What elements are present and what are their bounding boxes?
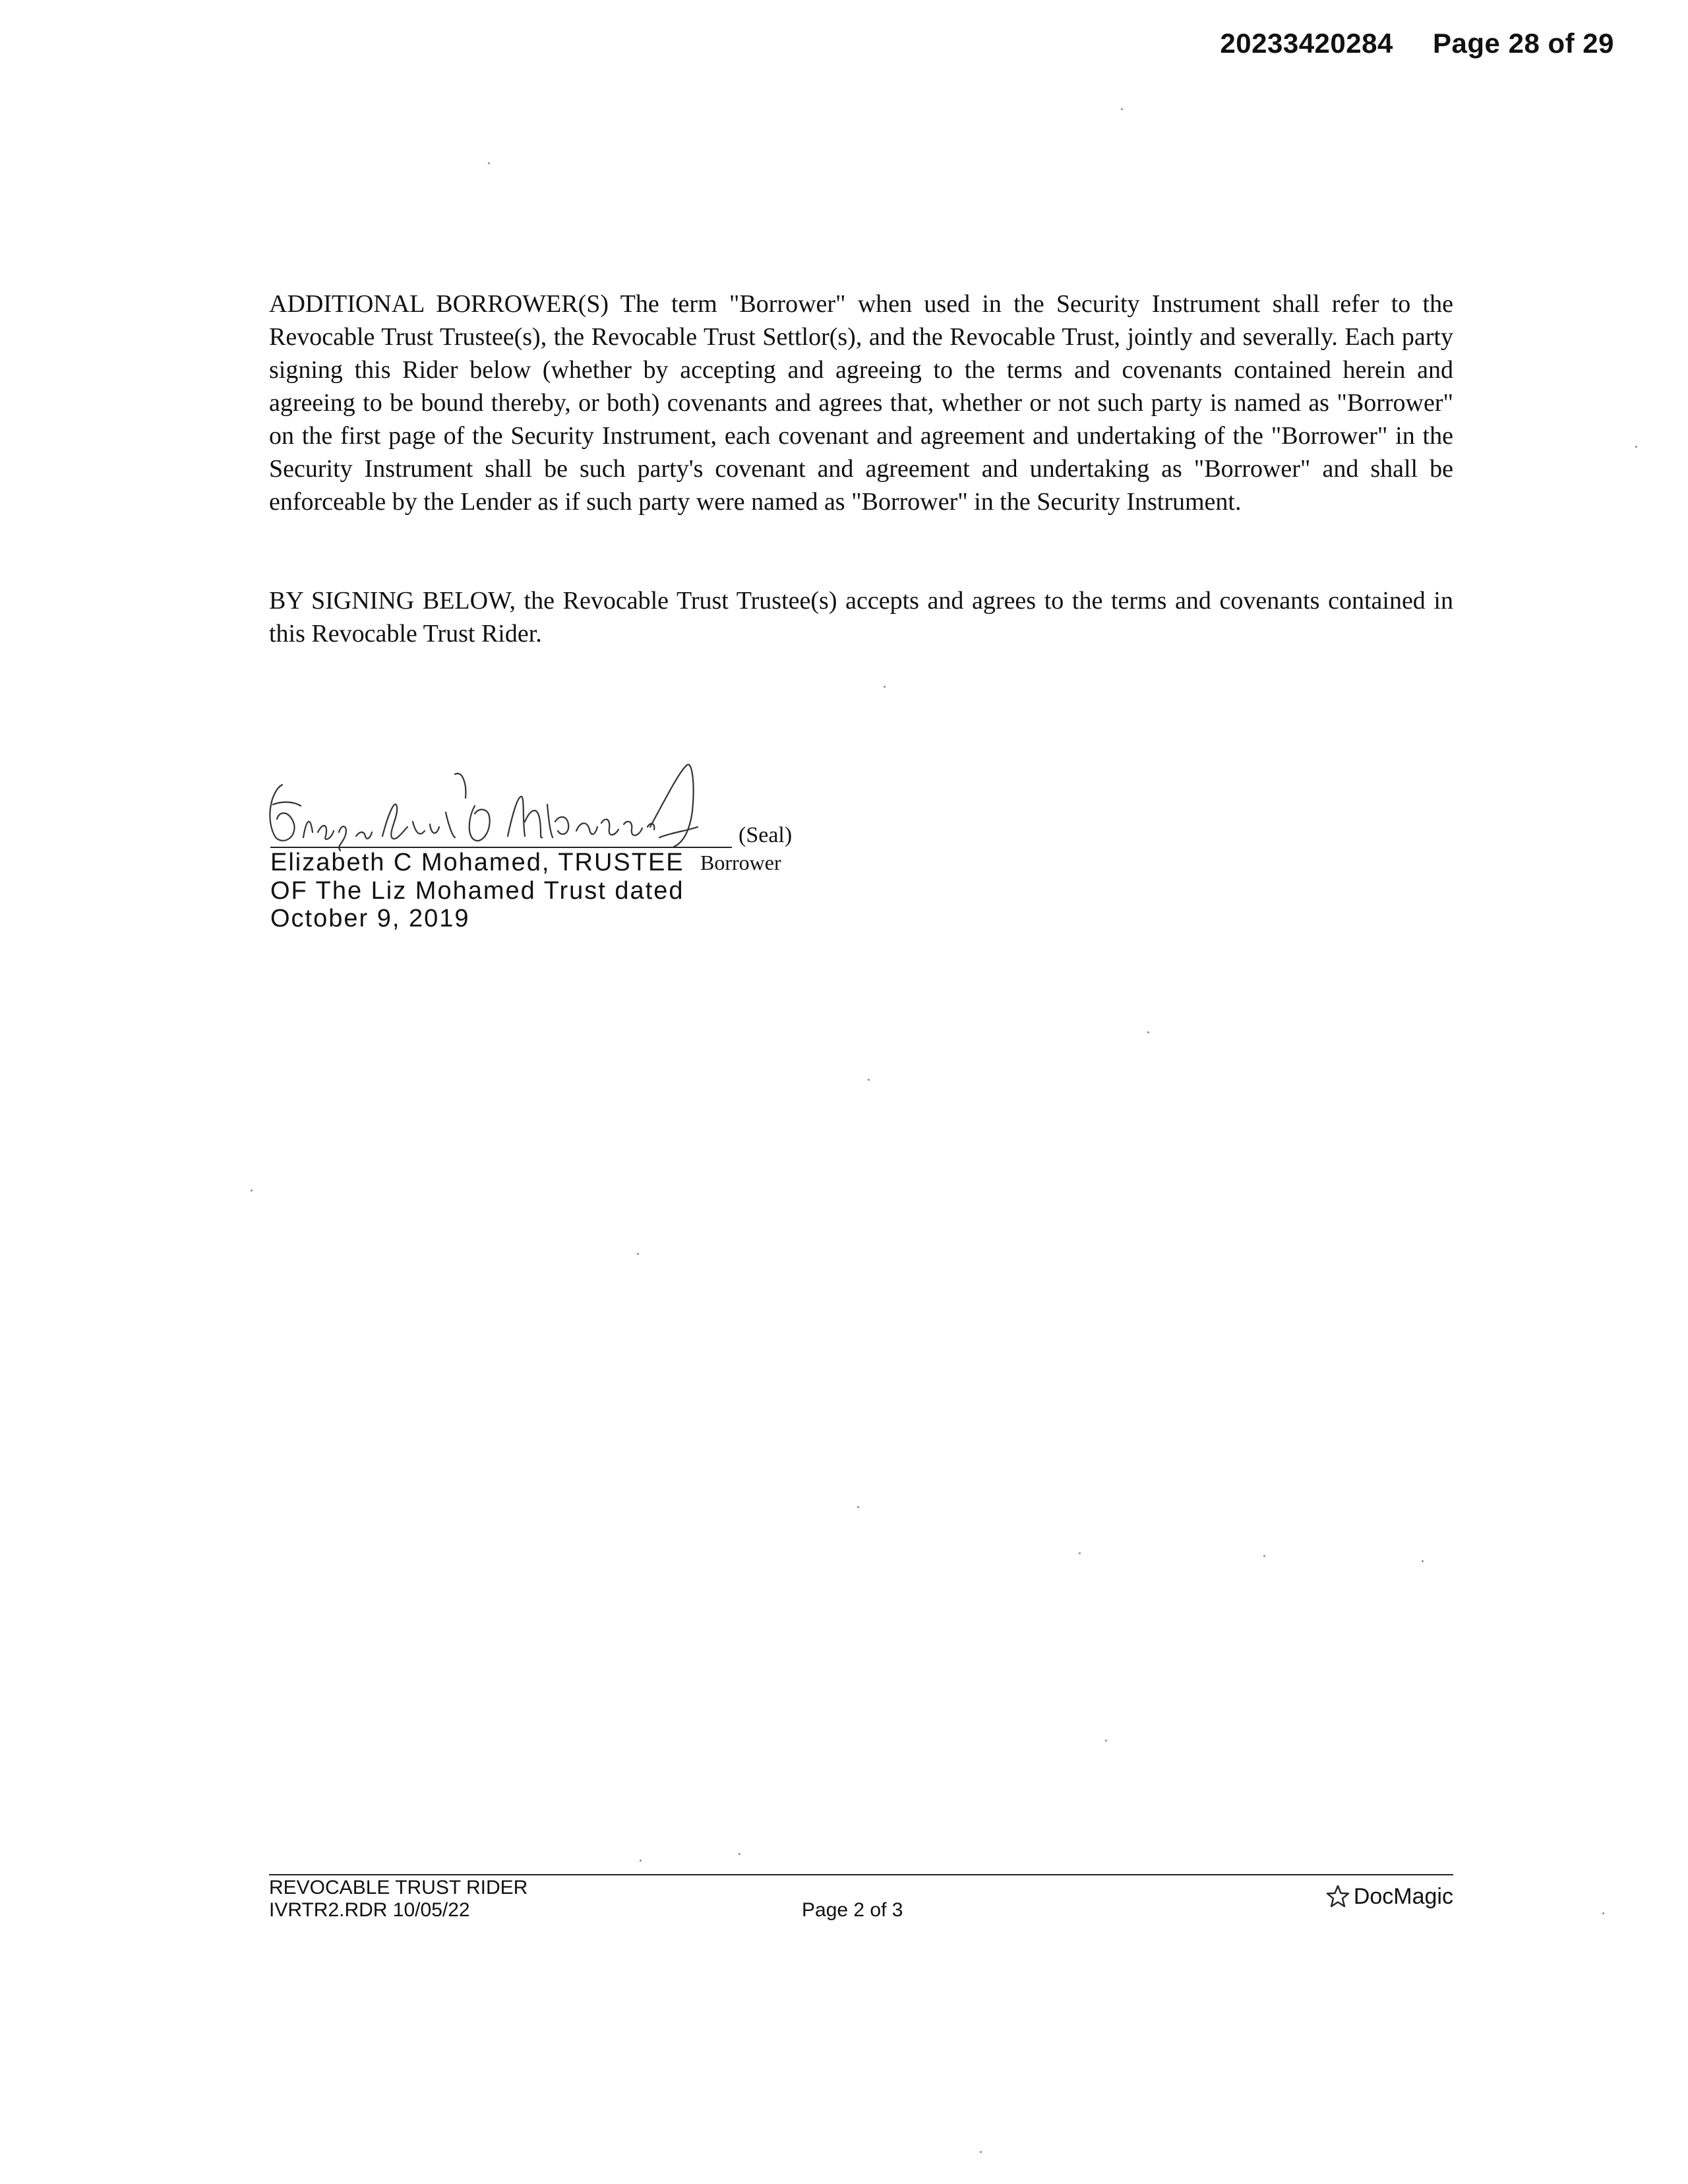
seal-label: (Seal) — [738, 823, 793, 847]
scan-speck — [1635, 446, 1637, 448]
scan-speck — [640, 1860, 642, 1862]
scan-speck — [1079, 1552, 1081, 1554]
star-icon — [1325, 1883, 1351, 1910]
scan-speck — [251, 1190, 253, 1192]
form-code: IVRTR2.RDR 10/05/22 — [269, 1899, 470, 1921]
footer-brand — [1325, 1883, 1453, 1910]
trust-name-line: OF The Liz Mohamed Trust dated — [270, 877, 684, 905]
signing-acknowledgement-paragraph: BY SIGNING BELOW, the Revocable Trust Trustee(s) accepts and agrees to the terms and covenants contained in this Revocable Trust Rider. — [269, 587, 1453, 648]
scan-speck — [980, 2151, 982, 2153]
footer-divider — [269, 1874, 1453, 1875]
signature-block — [257, 758, 824, 956]
signer-name: Elizabeth C Mohamed, TRUSTEE — [270, 849, 684, 876]
scan-speck — [1602, 1912, 1604, 1914]
handwritten-signature — [257, 758, 758, 857]
scan-speck — [1147, 1031, 1149, 1033]
brand-name: DocMagic — [1353, 1883, 1453, 1909]
scan-speck — [1105, 1740, 1107, 1742]
scan-speck — [868, 1079, 870, 1081]
additional-borrowers-paragraph: ADDITIONAL BORROWER(S) The term "Borrower" when used in the Security Instrument shall refer to the Revocable Trust Trustee(s), the Revocable Trust Settlor(s), and the Revocable Trust, jointly and severally. Each party signing this Rider below (whether by accepting and agreeing to the terms and covenants contained herein and agreeing to be bound thereby, or both) covenants and agrees that, whether or not such party is named as "Borrower" on the first page of the Security Instrument, each covenant and agreement and undertaking of the "Borrower" in the Security Instrument shall be such party's covenant and agreement and undertaking as "Borrower" and shall be enforceable by the Lender as if such party were named as "Borrower" in the Security Instrument. — [269, 290, 1453, 516]
scan-speck — [1121, 108, 1123, 110]
scan-speck — [488, 162, 490, 164]
footer-page-number: Page 2 of 3 — [802, 1899, 903, 1921]
form-title: REVOCABLE TRUST RIDER — [269, 1877, 528, 1898]
signer-role: Borrower — [700, 851, 781, 874]
trust-date-line: October 9, 2019 — [270, 905, 470, 932]
recording-page-number: Page 28 of 29 — [1433, 28, 1614, 59]
scan-speck — [738, 1853, 740, 1855]
recording-stamp — [1220, 28, 1614, 59]
scan-speck — [637, 1253, 639, 1255]
scan-speck — [884, 686, 886, 688]
document-number: 20233420284 — [1220, 28, 1393, 59]
scan-speck — [857, 1506, 859, 1508]
scan-speck — [1263, 1555, 1265, 1557]
scan-speck — [1422, 1560, 1424, 1562]
footer-form-info — [269, 1877, 528, 1922]
